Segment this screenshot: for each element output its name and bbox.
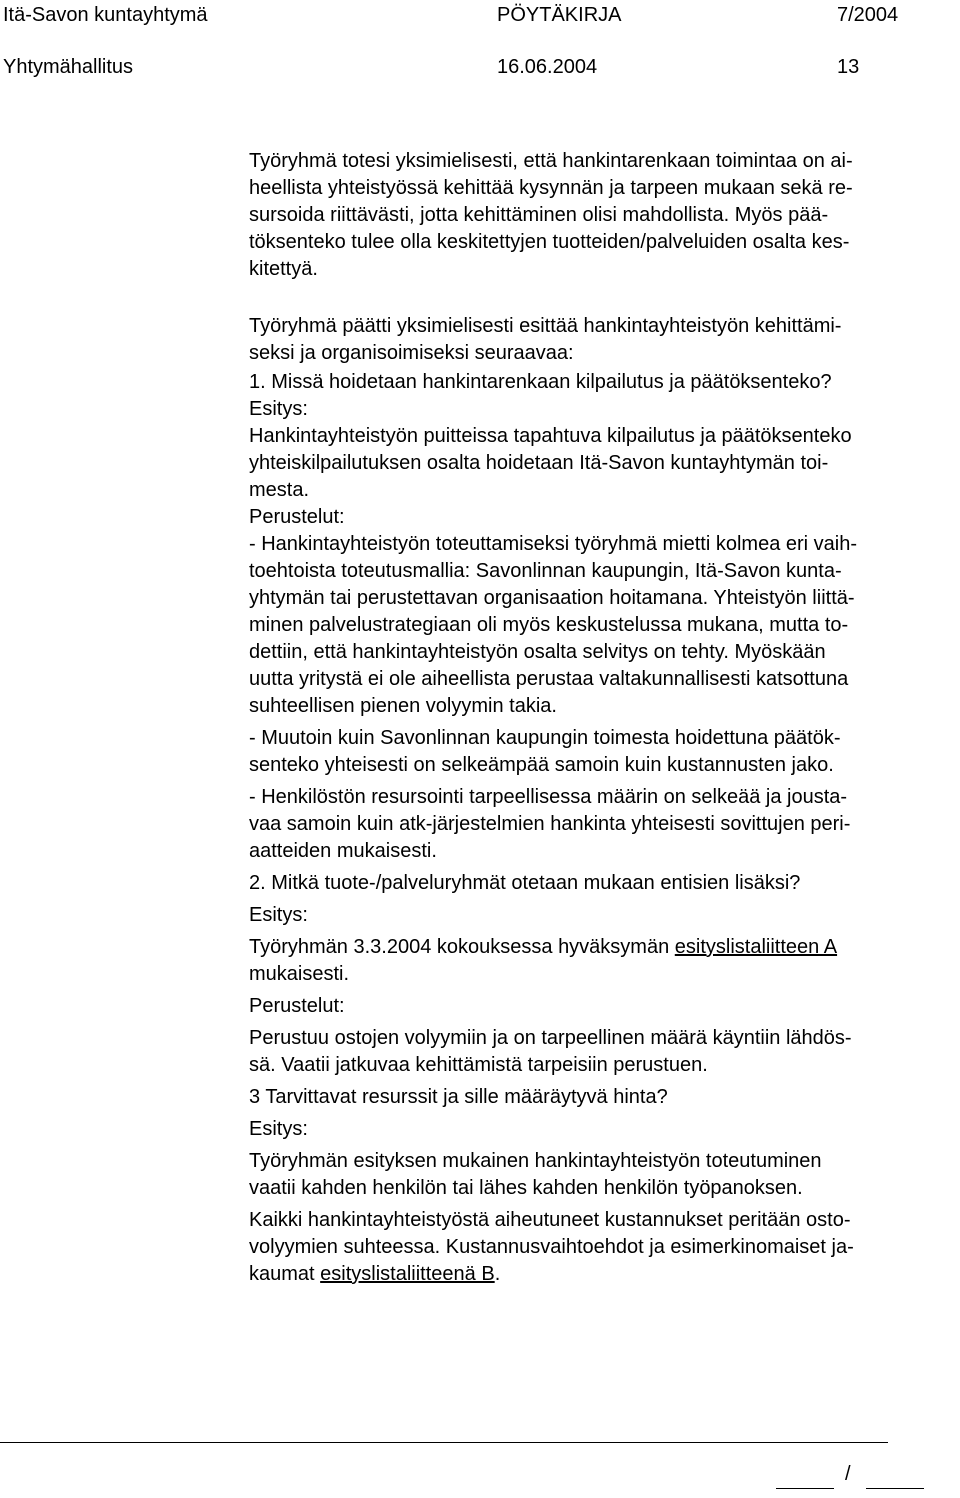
text-line: Työryhmä päätti yksimielisesti esittää hankintayhteistyön kehittämi- [249,315,842,337]
text-line: toehtoista toteutusmallia: Savonlinnan kaupungin, Itä-Savon kunta- [249,560,842,582]
attachment-b-link[interactable]: esityslistaliitteenä B [320,1263,495,1285]
text-line: mesta. [249,479,310,501]
text-line: - Muutoin kuin Savonlinnan kaupungin toimesta hoidettuna päätök- [249,727,841,749]
signature-slash: / [845,1463,851,1485]
question-1: 1. Missä hoidetaan hankintarenkaan kilpailutus ja päätöksenteko? [249,371,832,393]
footer-divider [0,1442,888,1443]
text-line: sä. Vaatii jatkuvaa kehittämistä tarpeisiin perustuen. [249,1054,708,1076]
text-line: kitettyä. [249,258,318,280]
text-span: kaumat [249,1263,321,1285]
paragraph-decision [249,313,949,367]
text-line: uutta yritystä ei ole aiheellista perustaa valtakunnallisesti katsottuna [249,668,849,690]
text-line: Työryhmän esityksen mukainen hankintayhteistyön toteutuminen [249,1150,822,1172]
text-line: aatteiden mukaisesti. [249,840,437,862]
perustelut-label: Perustelut: [249,995,345,1017]
esitys-label: Esitys: [249,1118,308,1140]
q1-rationale-a [249,531,949,720]
signature-blank-right [866,1488,924,1489]
text-line: - Henkilöstön resursointi tarpeellisessa määrin on selkeää ja jousta- [249,786,848,808]
esitys-label: Esitys: [249,398,308,420]
text-line [249,934,949,961]
question-2: 2. Mitkä tuote-/palveluryhmät otetaan mukaan entisien lisäksi? [249,872,801,894]
text-line: vaa samoin kuin atk-järjestelmien hankinta yhteisesti sovittujen peri- [249,813,851,835]
esitys-label: Esitys: [249,904,308,926]
paragraph-findings [249,148,949,283]
text-line: volyymien suhteessa. Kustannusvaihtoehdot ja esimerkinomaiset ja- [249,1236,854,1258]
text-line: sursoida riittävästi, jotta kehittäminen olisi mahdollista. Myös pää- [249,204,829,226]
text-line: yhtymän tai perustettavan organisaation hoitamana. Yhteistyön liittä- [249,587,855,609]
question-3: 3 Tarvittavat resurssit ja sille määräytyvä hinta? [249,1086,668,1108]
q1-rationale-b [249,725,949,779]
q3-costs [249,1207,949,1288]
text-span: . [494,1263,501,1285]
perustelut-label: Perustelut: [249,506,345,528]
org-name: Itä-Savon kuntayhtymä [3,4,208,26]
text-line: senteko yhteisesti on selkeämpää samoin kuin kustannusten jako. [249,754,834,776]
signature-blank-left [776,1488,834,1489]
text-span: Työryhmän 3.3.2004 kokouksessa hyväksymän [249,936,675,958]
attachment-a-link[interactable]: esityslistaliitteen A [674,936,838,958]
page-number: 13 [837,56,860,78]
text-line: Työryhmä totesi yksimielisesti, että hankintarenkaan toimintaa on ai- [249,150,853,172]
text-line: dettiin, että hankintayhteistyön osalta selvitys on tehty. Myöskään [249,641,826,663]
q2-rationale [249,1025,949,1079]
q3-proposal [249,1148,949,1202]
text-line: minen palvelustrategiaan oli myös keskustelussa mukana, mutta to- [249,614,849,636]
text-line: Hankintayhteistyön puitteissa tapahtuva kilpailutus ja päätöksenteko [249,425,852,447]
q1-proposal [249,423,949,504]
text-line: töksenteko tulee olla keskitettyjen tuotteiden/palveluiden osalta kes- [249,231,850,253]
text-line: vaatii kahden henkilön tai lähes kahden henkilön työpanoksen. [249,1177,803,1199]
document-number: 7/2004 [837,4,899,26]
text-line: seksi ja organisoimiseksi seuraavaa: [249,342,574,364]
text-line: Kaikki hankintayhteistyöstä aiheutuneet kustannukset peritään osto- [249,1209,851,1231]
text-line: mukaisesti. [249,963,350,985]
text-line: - Hankintayhteistyön toteuttamiseksi työryhmä mietti kolmea eri vaih- [249,533,858,555]
document-type: PÖYTÄKIRJA [497,4,622,26]
text-line [249,1261,949,1288]
q2-proposal [249,934,949,988]
text-line: Perustuu ostojen volyymiin ja on tarpeellinen määrä käyntiin lähdös- [249,1027,852,1049]
meeting-date: 16.06.2004 [497,56,598,78]
text-line: heellista yhteistyössä kehittää kysynnän ja tarpeen mukaan sekä re- [249,177,853,199]
document-body [249,148,949,1288]
text-line: yhteiskilpailutuksen osalta hoidetaan Itä-Savon kuntayhtymän toi- [249,452,829,474]
governing-body: Yhtymähallitus [3,56,134,78]
q1-rationale-c [249,784,949,865]
text-line: suhteellisen pienen volyymin takia. [249,695,557,717]
